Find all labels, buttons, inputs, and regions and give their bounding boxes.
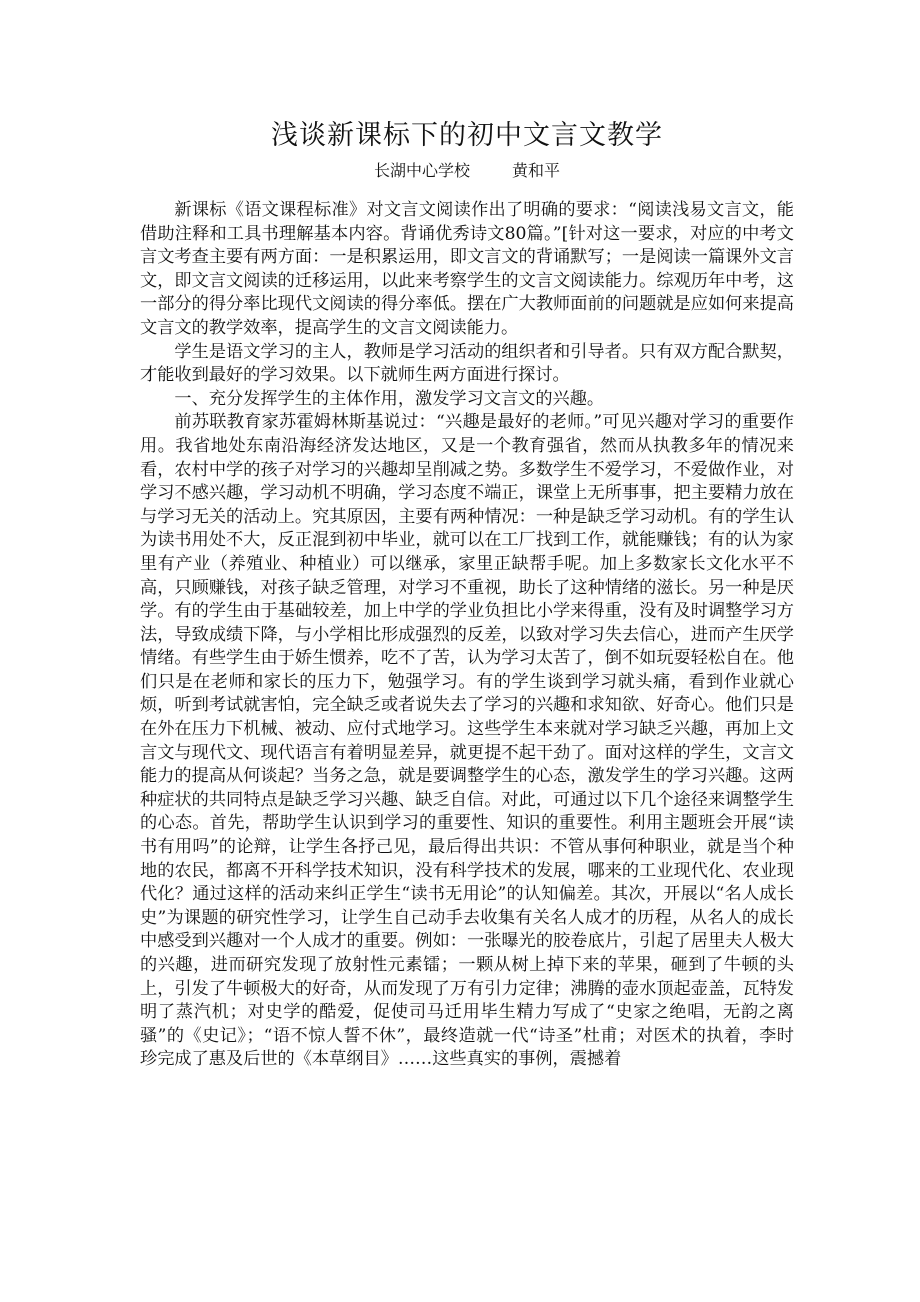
document-title: 浅谈新课标下的初中文言文教学 [271, 120, 663, 151]
school-name: 长湖中心学校 [373, 161, 470, 180]
paragraph-intro: 新课标《语文课程标准》对文言文阅读作出了明确的要求：“阅读浅易文言文，能借助注释和工具书理解基本内容。背诵优秀诗文80篇。”[针对这一要求，对应的中考文言文考查主要有两方面：一是积累运用，即文言文的背诵默写；一是阅读一篇课外文言文，即文言文阅读的迁移运用，以此来考察学生的文言文阅读能力。综观历年中考，这一部分的得分率比现代文阅读的得分率低。摆在广大教师面前的问题就是应如何来提高文言文的教学效率，提高学生的文言文阅读能力。 [140, 200, 794, 338]
byline [140, 160, 794, 182]
document-body [140, 199, 794, 1072]
document-page [140, 118, 794, 1072]
section-heading-1: 一、充分发挥学生的主体作用，激发学习文言文的兴趣。 [174, 388, 605, 409]
author-name: 黄和平 [512, 161, 561, 180]
paragraph-interest: 前苏联教育家苏霍姆林斯基说过：“兴趣是最好的老师。”可见兴趣对学习的重要作用。我省地处东南沿海经济发达地区，又是一个教育强省，然而从执教多年的情况来看，农村中学的孩子对学习的兴趣却呈削减之势。多数学生不爱学习，不爱做作业，对学习不感兴趣，学习动机不明确，学习态度不端正，课堂上无所事事，把主要精力放在与学习无关的活动上。究其原因，主要有两种情况：一种是缺乏学习动机。有的学生认为读书用处不大，反正混到初中毕业，就可以在工厂找到工作，就能赚钱；有的认为家里有产业（养殖业、种植业）可以继承，家里正缺帮手呢。加上多数家长文化水平不高，只顾赚钱，对孩子缺乏管理，对学习不重视，助长了这种情绪的滋长。另一种是厌学。有的学生由于基础较差，加上中学的学业负担比小学来得重，没有及时调整学习方法，导致成绩下降，与小学相比形成强烈的反差，以致对学习失去信心，进而产生厌学情绪。有些学生由于娇生惯养，吃不了苦，认为学习太苦了，倒不如玩耍轻松自在。他们只是在老师和家长的压力下，勉强学习。有的学生谈到学习就头痛，看到作业就心烦，听到考试就害怕，完全缺乏或者说失去了学习的兴趣和求知欲、好奇心。他们只是在外在压力下机械、被动、应付式地学习。这些学生本来就对学习缺乏兴趣，再加上文言文与现代文、现代语言有着明显差异，就更提不起干劲了。面对这样的学生，文言文能力的提高从何谈起？当务之急，就是要调整学生的心态，激发学生的学习兴趣。这两种症状的共同特点是缺乏学习兴趣、缺乏自信。对此，可通过以下几个途径来调整学生的心态。首先，帮助学生认识到学习的重要性、知识的重要性。利用主题班会开展“读书有用吗”的论辩，让学生各抒己见，最后得出共识：不管从事何种职业，就是当个种地的农民，都离不开科学技术知识，没有科学技术的发展，哪来的工业现代化、农业现代化？通过这样的活动来纠正学生“读书无用论”的认知偏差。其次，开展以“名人成长史”为课题的研究性学习，让学生自己动手去收集有关名人成才的历程，从名人的成长中感受到兴趣对一个人成才的重要。例如：一张曝光的胶卷底片，引起了居里夫人极大的兴趣，进而研究发现了放射性元素镭；一颗从树上掉下来的苹果，砸到了牛顿的头上，引发了牛顿极大的好奇，从而发现了万有引力定律；沸腾的壶水顶起壶盖，瓦特发明了蒸汽机；对史学的酷爱，促使司马迁用毕生精力写成了“史家之绝唱，无韵之离骚”的《史记》；“语不惊人誓不休”，最终造就一代“诗圣”杜甫；对医术的执着，李时珍完成了惠及后世的《本草纲目》……这些真实的事例，震撼着 [140, 412, 794, 1070]
paragraph-roles: 学生是语文学习的主人，教师是学习活动的组织者和引导者。只有双方配合默契，才能收到最好的学习效果。以下就师生两方面进行探讨。 [140, 341, 794, 386]
